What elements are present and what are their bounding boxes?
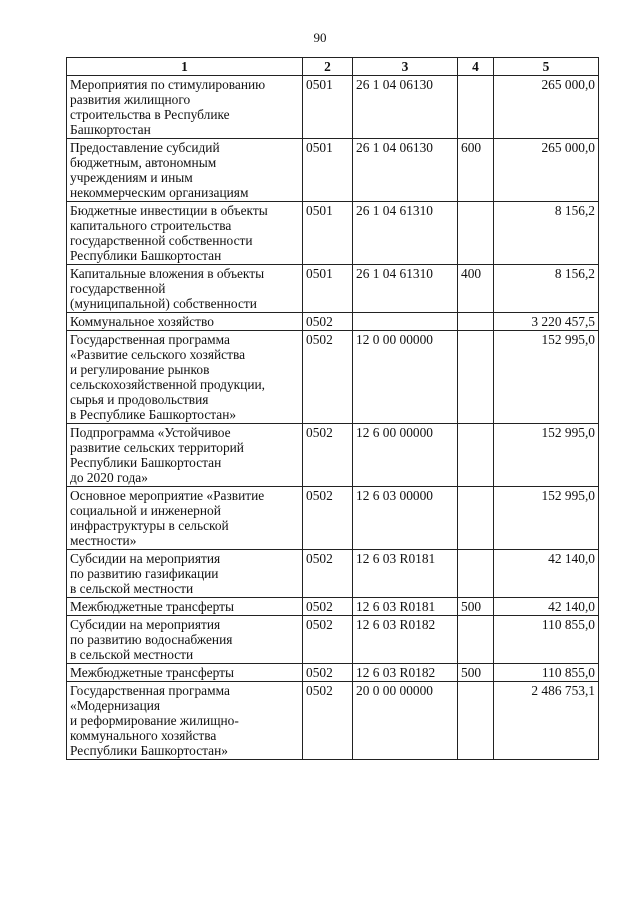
row-name: Бюджетные инвестиции в объекты капитального строительства государственной собственности Республики Башкортостан	[67, 202, 303, 265]
row-code: 12 6 03 R0182	[353, 664, 458, 682]
row-kind	[458, 202, 494, 265]
column-header-amount: 5	[494, 58, 599, 76]
row-kind	[458, 487, 494, 550]
row-kind: 600	[458, 139, 494, 202]
row-code: 12 6 03 00000	[353, 487, 458, 550]
table-row	[67, 616, 599, 664]
row-name: Подпрограмма «Устойчивое развитие сельских территорий Республики Башкортостан до 2020 года»	[67, 424, 303, 487]
table-row	[67, 550, 599, 598]
row-name: Субсидии на мероприятия по развитию водоснабжения в сельской местности	[67, 616, 303, 664]
row-section: 0502	[303, 331, 353, 424]
table-row	[67, 76, 599, 139]
row-amount: 42 140,0	[494, 598, 599, 616]
row-name: Государственная программа «Развитие сельского хозяйства и регулирование рынков сельскохозяйственной продукции, сырья и продовольствия в Республике Башкортостан»	[67, 331, 303, 424]
table-row	[67, 202, 599, 265]
row-amount: 152 995,0	[494, 487, 599, 550]
row-code: 20 0 00 00000	[353, 682, 458, 760]
table-row	[67, 139, 599, 202]
row-amount: 110 855,0	[494, 616, 599, 664]
row-section: 0501	[303, 265, 353, 313]
row-amount: 152 995,0	[494, 331, 599, 424]
row-amount: 110 855,0	[494, 664, 599, 682]
table-row	[67, 598, 599, 616]
row-section: 0502	[303, 424, 353, 487]
row-kind	[458, 616, 494, 664]
row-section: 0502	[303, 616, 353, 664]
column-header-name: 1	[67, 58, 303, 76]
row-code: 12 6 03 R0181	[353, 550, 458, 598]
row-name: Субсидии на мероприятия по развитию газификации в сельской местности	[67, 550, 303, 598]
row-kind	[458, 313, 494, 331]
row-code	[353, 313, 458, 331]
row-code: 26 1 04 61310	[353, 265, 458, 313]
row-section: 0502	[303, 664, 353, 682]
row-name: Межбюджетные трансферты	[67, 664, 303, 682]
row-name: Основное мероприятие «Развитие социальной и инженерной инфраструктуры в сельской местности»	[67, 487, 303, 550]
row-amount: 3 220 457,5	[494, 313, 599, 331]
row-name: Коммунальное хозяйство	[67, 313, 303, 331]
row-amount: 8 156,2	[494, 265, 599, 313]
table-row	[67, 313, 599, 331]
row-amount: 265 000,0	[494, 76, 599, 139]
row-section: 0502	[303, 598, 353, 616]
column-header-kind: 4	[458, 58, 494, 76]
row-amount: 42 140,0	[494, 550, 599, 598]
table-header-row	[67, 58, 599, 76]
budget-table	[66, 57, 599, 760]
page-number: 90	[313, 30, 327, 45]
row-kind: 500	[458, 664, 494, 682]
row-code: 12 6 03 R0181	[353, 598, 458, 616]
row-section: 0502	[303, 550, 353, 598]
row-code: 12 6 03 R0182	[353, 616, 458, 664]
column-header-section: 2	[303, 58, 353, 76]
row-amount: 2 486 753,1	[494, 682, 599, 760]
row-section: 0501	[303, 76, 353, 139]
row-name: Государственная программа «Модернизация и реформирование жилищно- коммунального хозяйства Республики Башкортостан»	[67, 682, 303, 760]
table-row	[67, 265, 599, 313]
row-kind: 400	[458, 265, 494, 313]
row-kind: 500	[458, 598, 494, 616]
row-name: Межбюджетные трансферты	[67, 598, 303, 616]
table-row	[67, 487, 599, 550]
row-code: 26 1 04 06130	[353, 76, 458, 139]
row-amount: 8 156,2	[494, 202, 599, 265]
row-code: 26 1 04 61310	[353, 202, 458, 265]
row-kind	[458, 331, 494, 424]
row-kind	[458, 76, 494, 139]
table-row	[67, 331, 599, 424]
row-section: 0501	[303, 202, 353, 265]
row-code: 12 6 00 00000	[353, 424, 458, 487]
row-kind	[458, 682, 494, 760]
row-name: Капитальные вложения в объекты государственной (муниципальной) собственности	[67, 265, 303, 313]
row-kind	[458, 550, 494, 598]
row-name: Предоставление субсидий бюджетным, автономным учреждениям и иным некоммерческим организациям	[67, 139, 303, 202]
row-section: 0502	[303, 487, 353, 550]
row-section: 0502	[303, 682, 353, 760]
row-kind	[458, 424, 494, 487]
table-row	[67, 682, 599, 760]
row-code: 12 0 00 00000	[353, 331, 458, 424]
row-section: 0502	[303, 313, 353, 331]
row-amount: 265 000,0	[494, 139, 599, 202]
row-section: 0501	[303, 139, 353, 202]
table-row	[67, 424, 599, 487]
column-header-code: 3	[353, 58, 458, 76]
row-amount: 152 995,0	[494, 424, 599, 487]
row-code: 26 1 04 06130	[353, 139, 458, 202]
table-row	[67, 664, 599, 682]
row-name: Мероприятия по стимулированию развития жилищного строительства в Республике Башкортостан	[67, 76, 303, 139]
